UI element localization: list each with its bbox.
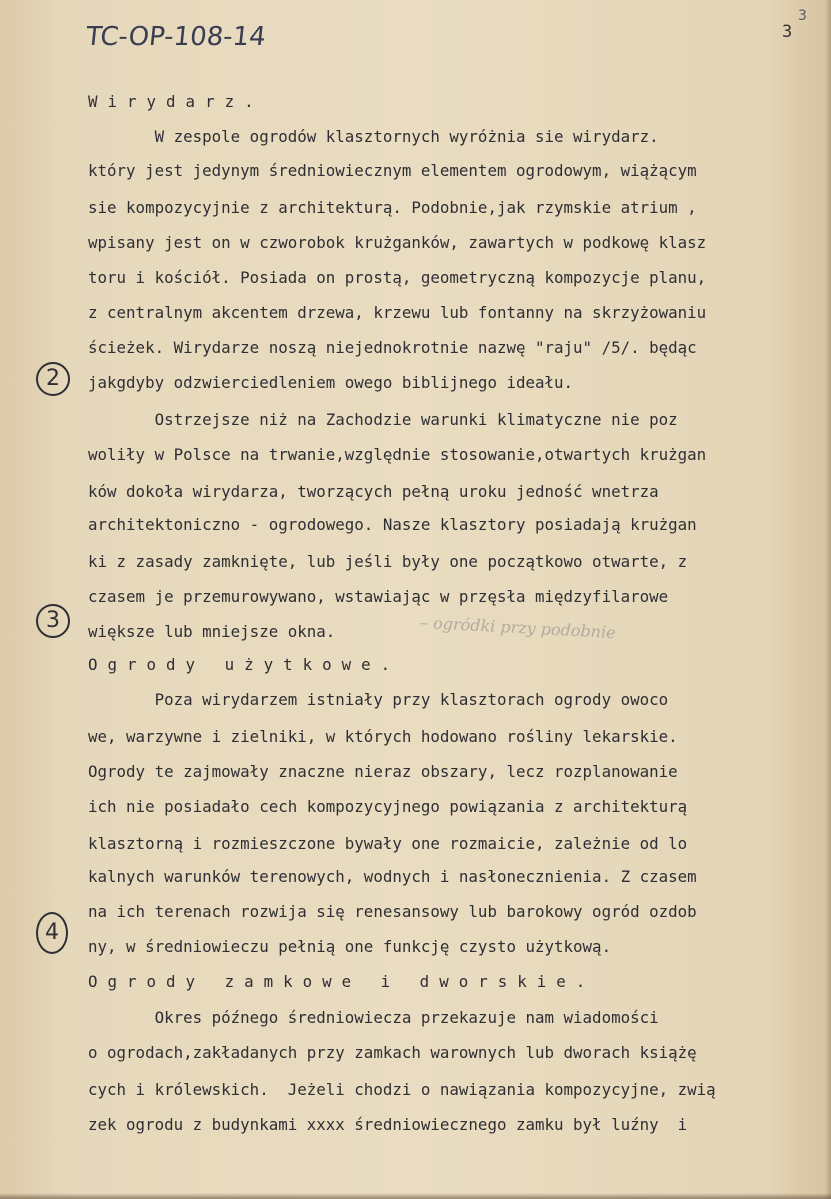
text-line: W zespole ogrodów klasztornych wyróżnia sie wirydarz. — [88, 127, 659, 146]
text-line: sie kompozycyjnie z architekturą. Podobnie,jak rzymskie atrium , — [88, 198, 697, 217]
page-number: 3 — [782, 22, 793, 42]
pencil-annotation: – ogródki przy podobnie — [419, 612, 617, 643]
section-heading: Ogrody użytkowe. — [88, 655, 401, 674]
text-line: ścieżek. Wirydarze noszą niejednokrotnie nazwę "raju" /5/. będąc — [88, 338, 697, 357]
text-line: który jest jedynym średniowiecznym elementem ogrodowym, wiążącym — [88, 161, 697, 180]
text-line: klasztorną i rozmieszczone bywały one rozmaicie, zależnie od lo — [88, 834, 688, 853]
text-line: Poza wirydarzem istniały przy klasztorach ogrody owoco — [88, 690, 669, 709]
margin-mark-3: 3 — [36, 604, 70, 638]
text-line: ków dokoła wirydarza, tworzących pełną uroku jedność wnetrza — [88, 482, 659, 501]
text-line: zek ogrodu z budynkami xxxx średniowiecznego zamku był luźny i — [88, 1115, 688, 1134]
text-line: we, warzywne i zielniki, w których hodowano rośliny lekarskie. — [88, 727, 678, 746]
text-line: kalnych warunków terenowych, wodnych i nasłonecznienia. Z czasem — [88, 867, 697, 886]
section-heading: Ogrody zamkowe i dworskie. — [88, 972, 596, 991]
archive-reference: TC-OP-108-14 — [84, 22, 268, 52]
page-number-handwritten: 3 — [798, 8, 807, 24]
text-line: Ostrzejsze niż na Zachodzie warunki klimatyczne nie poz — [88, 410, 678, 429]
page-bottom-shadow — [0, 1193, 831, 1199]
text-line: toru i kościół. Posiada on prostą, geometryczną kompozycje planu, — [88, 268, 707, 287]
text-line: o ogrodach,zakładanych przy zamkach warownych lub dworach książę — [88, 1043, 697, 1062]
text-line: z centralnym akcentem drzewa, krzewu lub fontanny na skrzyżowaniu — [88, 303, 707, 322]
margin-mark-2: 2 — [36, 362, 70, 396]
margin-mark-4: 4 — [36, 912, 68, 954]
text-line: ich nie posiadało cech kompozycyjnego powiązania z architekturą — [88, 797, 688, 816]
text-line: ny, w średniowieczu pełnią one funkcję czysto użytkową. — [88, 937, 612, 956]
section-heading: Wirydarz. — [88, 92, 264, 111]
text-line: woliły w Polsce na trwanie,względnie stosowanie,otwartych krużgan — [88, 445, 707, 464]
text-line: Okres późnego średniowiecza przekazuje nam wiadomości — [88, 1008, 659, 1027]
text-line: jakgdyby odzwierciedleniem owego biblijnego ideału. — [88, 373, 574, 392]
text-line: architektoniczno - ogrodowego. Nasze klasztory posiadają krużgan — [88, 515, 697, 534]
text-line: ki z zasady zamknięte, lub jeśli były one początkowo otwarte, z — [88, 552, 688, 571]
text-line: większe lub mniejsze okna. — [88, 622, 336, 641]
text-line: Ogrody te zajmowały znaczne nieraz obszary, lecz rozplanowanie — [88, 762, 678, 781]
text-line: na ich terenach rozwija się renesansowy lub barokowy ogród ozdob — [88, 902, 697, 921]
text-line: wpisany jest on w czworobok krużganków, zawartych w podkowę klasz — [88, 233, 707, 252]
text-line: cych i królewskich. Jeżeli chodzi o nawiązania kompozycyjne, zwią — [88, 1080, 716, 1099]
text-line: czasem je przemurowywano, wstawiając w przęsła międzyfilarowe — [88, 587, 669, 606]
page-edge-shadow — [825, 0, 831, 1199]
